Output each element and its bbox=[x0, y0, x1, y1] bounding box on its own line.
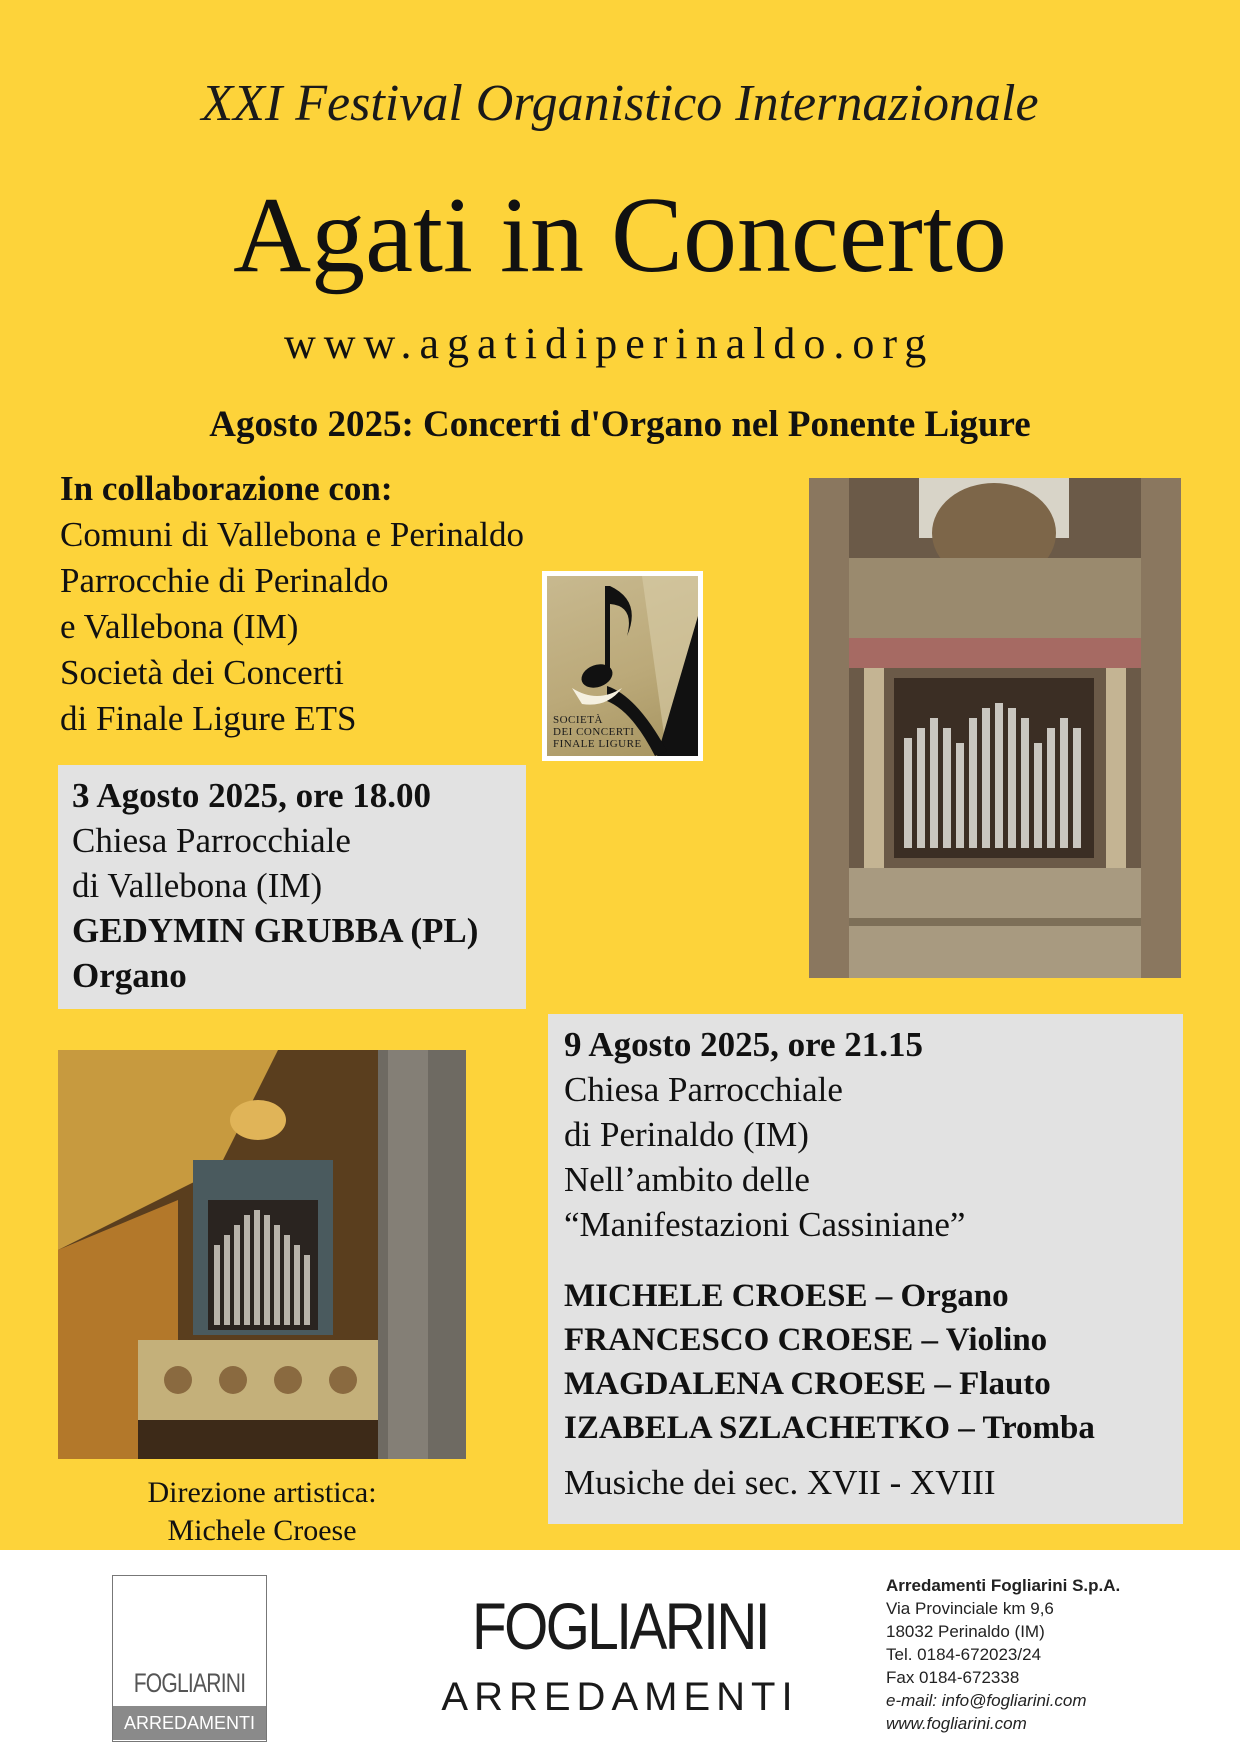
small-logo-sub: ARREDAMENTI bbox=[113, 1706, 266, 1740]
company-email[interactable]: e-mail: info@fogliarini.com bbox=[886, 1691, 1087, 1710]
concert-date: 3 Agosto 2025, ore 18.00 bbox=[72, 776, 432, 815]
concert-context: Nell’ambito delle bbox=[564, 1160, 810, 1199]
organ-photo-vallebona bbox=[58, 1050, 466, 1459]
collaboration-line: Società dei Concerti bbox=[60, 653, 344, 692]
concert-venue: Chiesa Parrocchiale bbox=[72, 821, 351, 860]
company-name: Arredamenti Fogliarini S.p.A. bbox=[886, 1576, 1121, 1595]
direction-name: Michele Croese bbox=[167, 1514, 357, 1547]
concert-venue: di Perinaldo (IM) bbox=[564, 1115, 809, 1154]
company-phone: Tel. 0184-672023/24 bbox=[886, 1645, 1042, 1664]
website-link[interactable]: www.agatidiperinaldo.org bbox=[284, 319, 935, 368]
collaboration-heading: In collaborazione con: bbox=[60, 469, 393, 508]
company-address: 18032 Perinaldo (IM) bbox=[886, 1622, 1045, 1641]
company-fax: Fax 0184-672338 bbox=[886, 1668, 1020, 1687]
performer-line: MICHELE CROESE – Organo bbox=[564, 1278, 1009, 1314]
concert-performer: GEDYMIN GRUBBA (PL) bbox=[72, 911, 479, 950]
fogliarini-brand-sub: ARREDAMENTI bbox=[441, 1675, 799, 1719]
company-website[interactable]: www.fogliarini.com bbox=[886, 1714, 1027, 1733]
performer-line: FRANCESCO CROESE – Violino bbox=[564, 1322, 1048, 1358]
page-title: Agati in Concerto bbox=[233, 176, 1007, 295]
performer-line: MAGDALENA CROESE – Flauto bbox=[564, 1366, 1051, 1402]
society-logo-text: SOCIETÀ bbox=[553, 714, 603, 726]
society-logo-text: FINALE LIGURE bbox=[553, 738, 642, 750]
society-concerts-logo bbox=[542, 571, 703, 761]
subtitle: Agosto 2025: Concerti d'Organo nel Ponente Ligure bbox=[209, 404, 1031, 445]
collaboration-line: Parrocchie di Perinaldo bbox=[60, 561, 389, 600]
concert-venue: Chiesa Parrocchiale bbox=[564, 1070, 843, 1109]
company-address: Via Provinciale km 9,6 bbox=[886, 1599, 1054, 1618]
organ-photo-perinaldo bbox=[809, 478, 1181, 978]
company-contact bbox=[886, 1574, 1120, 1735]
concert-date: 9 Agosto 2025, ore 21.15 bbox=[564, 1025, 924, 1064]
fogliarini-brand: FOGLIARINI bbox=[472, 1589, 768, 1663]
concert-card-vallebona bbox=[58, 765, 526, 1009]
concert-context: “Manifestazioni Cassiniane” bbox=[564, 1205, 966, 1244]
collaboration-line: Comuni di Vallebona e Perinaldo bbox=[60, 515, 525, 554]
small-logo-brand: FOGLIARINI bbox=[133, 1668, 246, 1698]
concert-program: Musiche dei sec. XVII - XVIII bbox=[564, 1463, 996, 1502]
artistic-direction bbox=[58, 1474, 466, 1550]
festival-title: XXI Festival Organistico Internazionale bbox=[201, 75, 1039, 132]
direction-label: Direzione artistica: bbox=[147, 1476, 377, 1509]
performer-line: IZABELA SZLACHETKO – Tromba bbox=[564, 1410, 1095, 1446]
collaboration-block bbox=[60, 466, 524, 742]
collaboration-line: di Finale Ligure ETS bbox=[60, 699, 357, 738]
concert-instrument: Organo bbox=[72, 956, 187, 995]
collaboration-line: e Vallebona (IM) bbox=[60, 607, 299, 646]
society-logo-text: DEI CONCERTI bbox=[553, 726, 635, 738]
concert-venue: di Vallebona (IM) bbox=[72, 866, 323, 905]
fogliarini-small-logo bbox=[112, 1575, 267, 1742]
concert-card-perinaldo bbox=[548, 1014, 1183, 1524]
